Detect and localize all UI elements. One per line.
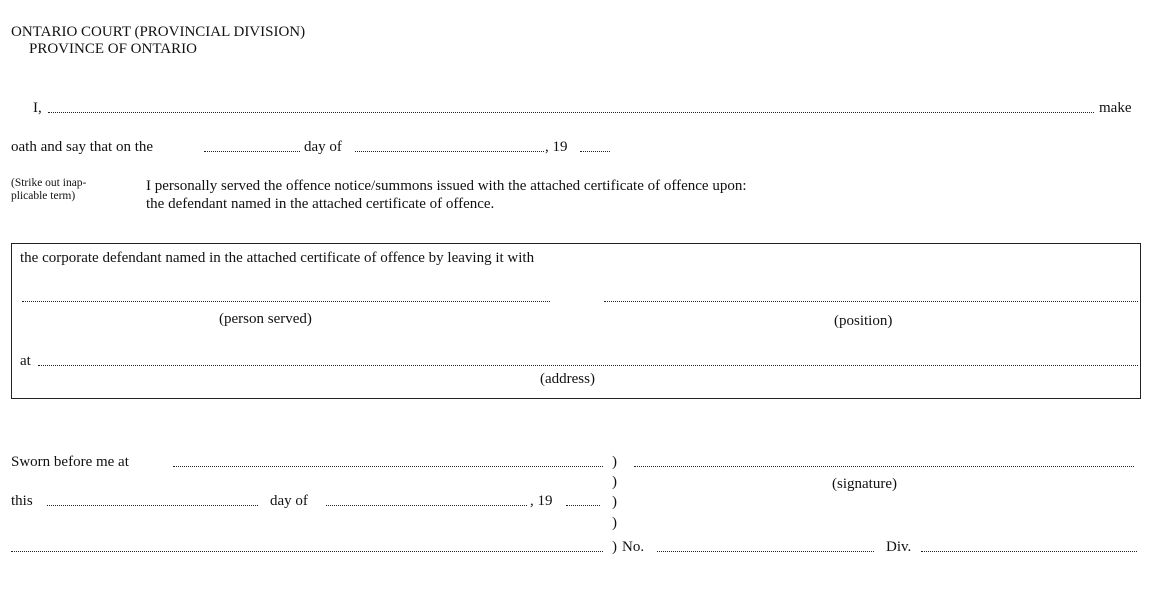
sworn-day-field[interactable] (47, 505, 258, 506)
province-title: PROVINCE OF ONTARIO (29, 41, 197, 57)
sworn-month-field[interactable] (326, 505, 527, 506)
sworn-location-field[interactable] (173, 466, 603, 467)
position-caption: (position) (834, 313, 893, 329)
service-option-personal: I personally served the offence notice/summons issued with the attached certificate of offence upon: (146, 178, 747, 194)
sworn-label: Sworn before me at (11, 454, 129, 470)
address-field[interactable] (38, 365, 1138, 366)
oath-label: oath and say that on the (11, 139, 154, 155)
person-served-field[interactable] (22, 301, 550, 302)
jurat-paren-2: ) (612, 474, 617, 490)
jurat-paren-4: ) (612, 515, 617, 531)
court-title: ONTARIO COURT (PROVINCIAL DIVISION) (11, 24, 306, 40)
strike-note-line1: (Strike out inap- (11, 177, 87, 189)
year-label: , 19 (545, 139, 568, 155)
sworn-year-field[interactable] (566, 505, 600, 506)
service-day-field[interactable] (204, 151, 300, 152)
position-field[interactable] (604, 301, 1138, 302)
jurat-paren-1: ) (612, 454, 617, 470)
make-label: make (1099, 100, 1132, 116)
division-field[interactable] (921, 551, 1137, 552)
service-month-field[interactable] (355, 151, 544, 152)
jurat-day-of-label: day of (270, 493, 308, 509)
address-caption: (address) (540, 371, 595, 387)
number-field[interactable] (657, 551, 874, 552)
signature-field[interactable] (634, 466, 1134, 467)
jurat-paren-5: ) (612, 539, 617, 555)
person-served-caption: (person served) (219, 311, 312, 327)
commissioner-field[interactable] (11, 551, 603, 552)
day-of-label: day of (304, 139, 342, 155)
div-label: Div. (886, 539, 912, 555)
this-label: this (11, 493, 33, 509)
service-year-field[interactable] (580, 151, 610, 152)
strike-note-line2: plicable term) (11, 190, 76, 202)
no-label: No. (622, 539, 645, 555)
jurat-year-label: , 19 (530, 493, 553, 509)
at-label: at (20, 353, 31, 369)
service-option-defendant: the defendant named in the attached certificate of offence. (146, 196, 495, 212)
jurat-paren-3: ) (612, 494, 617, 510)
deponent-name-field[interactable] (48, 112, 1094, 113)
corporate-intro-text: the corporate defendant named in the attached certificate of offence by leaving it with (20, 250, 535, 266)
i-label: I, (33, 100, 42, 116)
signature-caption: (signature) (832, 476, 897, 492)
